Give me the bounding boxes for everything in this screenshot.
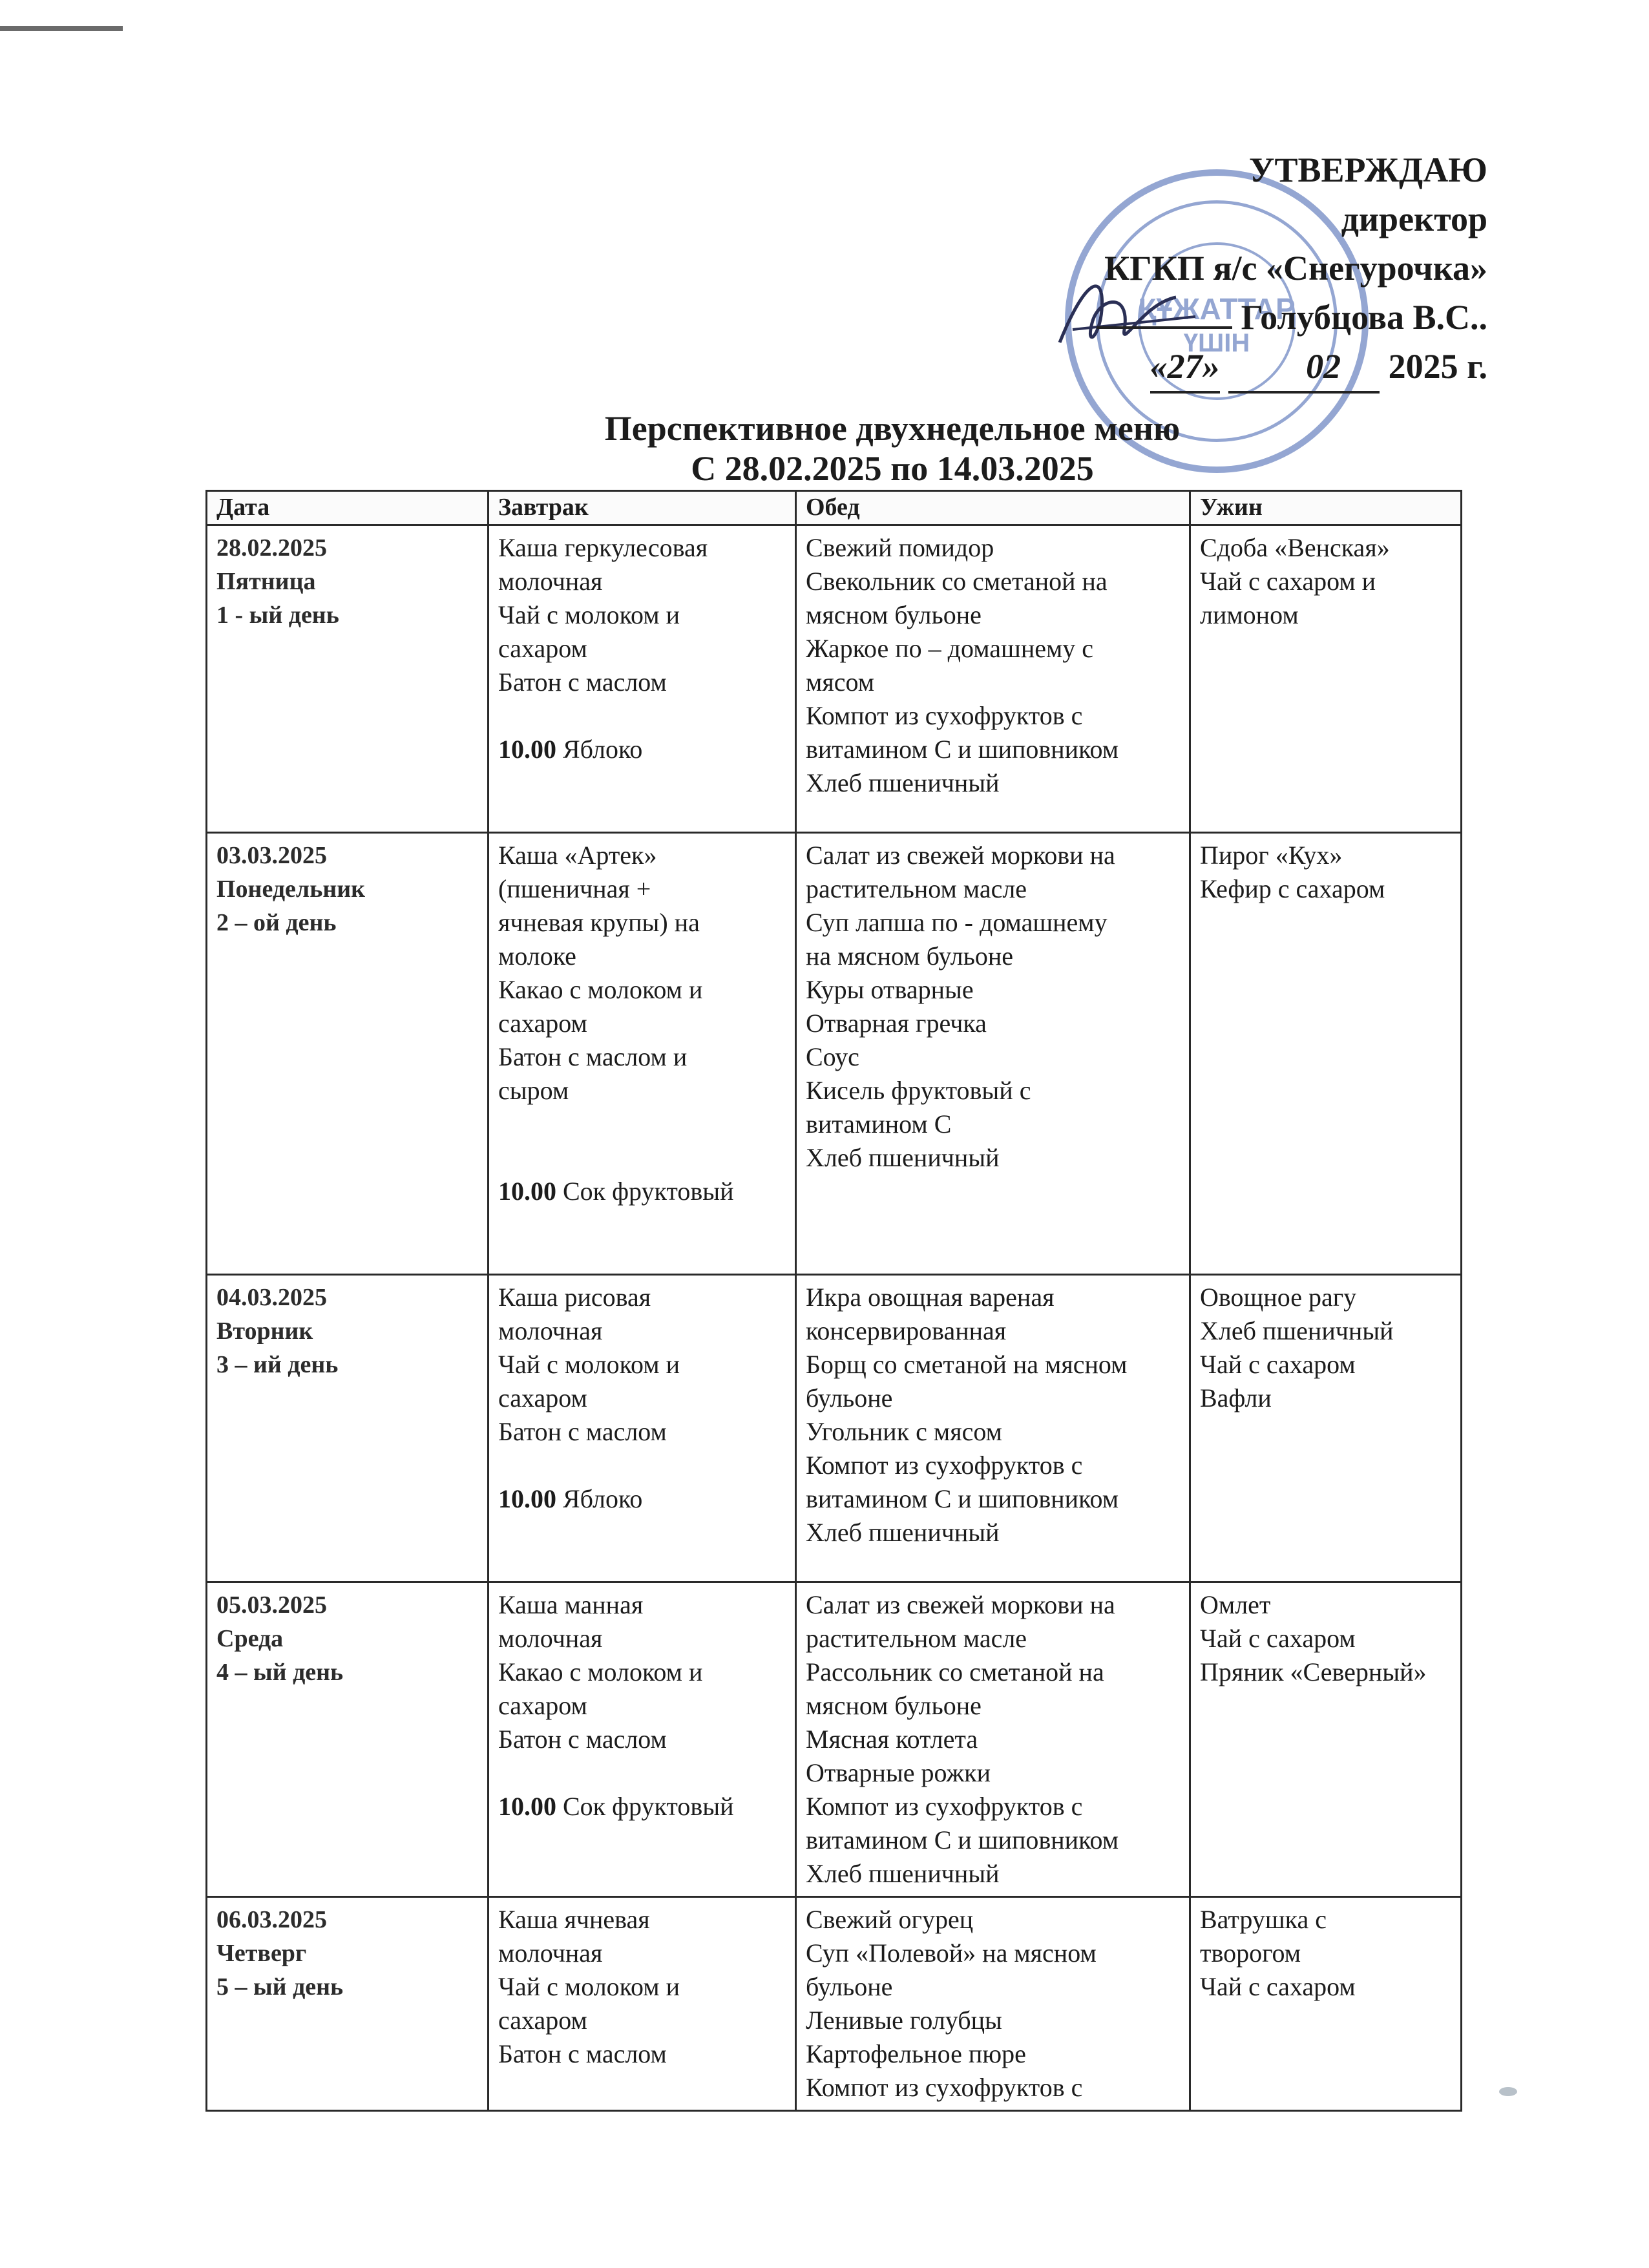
table-row (207, 1897, 1462, 2111)
breakfast-item: Батон с маслом и (498, 1042, 688, 1071)
dinner-cell (1190, 525, 1462, 833)
table-header-row (207, 491, 1462, 525)
breakfast-item: Каша ячневая (498, 1905, 650, 1934)
breakfast-item: сахаром (498, 1383, 587, 1412)
lunch-item: растительном масле (806, 1624, 1027, 1653)
breakfast-cell (488, 833, 796, 1275)
lunch-item: Ленивые голубцы (806, 2006, 1002, 2035)
snack-item: Сок фруктовый (563, 1177, 734, 1206)
dinner-item: Пирог «Кух» (1200, 841, 1343, 870)
lunch-cell (796, 525, 1190, 833)
dinner-item: Овощное рагу (1200, 1283, 1357, 1312)
breakfast-item: Какао с молоком и (498, 975, 703, 1004)
spacer (498, 699, 786, 733)
dinner-item: Чай с сахаром (1200, 1624, 1356, 1653)
breakfast-item: молочная (498, 1624, 603, 1653)
lunch-cell (796, 833, 1190, 1275)
lunch-item: Борщ со сметаной на мясном (806, 1350, 1128, 1379)
snack-line (498, 1790, 786, 1823)
table-row (207, 1275, 1462, 1582)
lunch-item: Суп лапша по - домашнему (806, 908, 1108, 937)
lunch-item: Рассольник со сметаной на (806, 1657, 1104, 1686)
dinner-cell (1190, 1275, 1462, 1582)
lunch-item: растительном масле (806, 874, 1027, 903)
table-row (207, 1582, 1462, 1897)
lunch-item: на мясном бульоне (806, 941, 1014, 971)
breakfast-item: сахаром (498, 634, 587, 663)
breakfast-item: сахаром (498, 1691, 587, 1720)
lunch-item: мясном бульоне (806, 1691, 982, 1720)
lunch-item: консервированная (806, 1316, 1007, 1345)
breakfast-item: Батон с маслом (498, 2039, 667, 2068)
approval-date (1097, 342, 1487, 394)
lunch-item: Компот из сухофруктов с (806, 701, 1083, 730)
approval-date-month: 02 (1228, 342, 1380, 394)
row-day-number: 5 – ый день (216, 1973, 344, 2000)
table-row (207, 525, 1462, 833)
approval-block (1097, 145, 1487, 394)
lunch-item: мясом (806, 667, 875, 697)
breakfast-item: Каша геркулесовая (498, 533, 708, 562)
snack-line (498, 1175, 786, 1208)
lunch-item: Суп «Полевой» на мясном (806, 1938, 1097, 1968)
date-cell (207, 1582, 488, 1897)
breakfast-item: Чай с молоком и (498, 600, 680, 629)
breakfast-item: ячневая крупы) на (498, 908, 700, 937)
row-weekday: Понедельник (216, 876, 366, 903)
snack-time: 10.00 (498, 1484, 556, 1513)
header-date: Дата (207, 491, 488, 525)
date-cell (207, 525, 488, 833)
row-date: 04.03.2025 (216, 1284, 327, 1311)
snack-item: Сок фруктовый (563, 1792, 734, 1821)
row-weekday: Четверг (216, 1940, 307, 1967)
snack-time: 10.00 (498, 735, 556, 764)
approval-position: директор (1341, 200, 1487, 238)
breakfast-item: сахаром (498, 1009, 587, 1038)
lunch-item: Картофельное пюре (806, 2039, 1026, 2068)
row-date: 03.03.2025 (216, 842, 327, 869)
lunch-item: витамином С (806, 1109, 952, 1139)
lunch-item: Компот из сухофруктов с (806, 2073, 1083, 2102)
lunch-item: бульоне (806, 1383, 893, 1412)
row-day-number: 4 – ый день (216, 1659, 344, 1686)
row-day-number: 1 - ый день (216, 602, 339, 629)
dinner-cell (1190, 1582, 1462, 1897)
dinner-cell (1190, 833, 1462, 1275)
breakfast-item: Батон с маслом (498, 1417, 667, 1446)
spacer (498, 1756, 786, 1790)
date-cell (207, 1897, 488, 2111)
snack-item: Яблоко (563, 735, 643, 764)
lunch-item: Хлеб пшеничный (806, 1143, 1000, 1172)
snack-line (498, 733, 786, 766)
snack-line (498, 1482, 786, 1516)
snack-item: Яблоко (563, 1484, 643, 1513)
approval-heading: УТВЕРЖДАЮ (1248, 151, 1487, 189)
dinner-item: Пряник «Северный» (1200, 1657, 1427, 1686)
row-weekday: Среда (216, 1625, 284, 1652)
lunch-item: Отварные рожки (806, 1758, 991, 1787)
dinner-item: Чай с сахаром и (1200, 567, 1376, 596)
row-day-number: 3 – ий день (216, 1351, 339, 1378)
approval-date-day: «27» (1150, 342, 1220, 394)
spacer (498, 1108, 786, 1141)
lunch-item: Свежий помидор (806, 533, 994, 562)
breakfast-item: молоке (498, 941, 576, 971)
dinner-item: Омлет (1200, 1590, 1271, 1619)
svg-text:ҮШІН: ҮШІН (1183, 329, 1250, 357)
lunch-item: Салат из свежей моркови на (806, 841, 1115, 870)
approval-organization: КГКП я/с «Снегурочка» (1104, 249, 1487, 288)
breakfast-cell (488, 1582, 796, 1897)
lunch-item: витамином С и шиповником (806, 1484, 1119, 1513)
approval-signatory: Голубцова В.С.. (1241, 298, 1487, 337)
lunch-item: Кисель фруктовый с (806, 1076, 1031, 1105)
snack-time: 10.00 (498, 1177, 556, 1206)
breakfast-item: Каша «Артек» (498, 841, 657, 870)
title-line-1: Перспективное двухнедельное меню (604, 409, 1181, 448)
breakfast-item: сыром (498, 1076, 569, 1105)
dinner-cell (1190, 1897, 1462, 2111)
scan-edge-mark (0, 26, 123, 31)
lunch-item: Компот из сухофруктов с (806, 1792, 1083, 1821)
lunch-cell (796, 1275, 1190, 1582)
lunch-item: Жаркое по – домашнему с (806, 634, 1094, 663)
dinner-item: Кефир с сахаром (1200, 874, 1385, 903)
menu-table (205, 490, 1462, 2112)
breakfast-item: Какао с молоком и (498, 1657, 703, 1686)
row-day-number: 2 – ой день (216, 909, 337, 936)
title-line-2: С 28.02.2025 по 14.03.2025 (691, 449, 1094, 488)
snack-time: 10.00 (498, 1792, 556, 1821)
lunch-item: Компот из сухофруктов с (806, 1451, 1083, 1480)
lunch-item: Хлеб пшеничный (806, 768, 1000, 797)
breakfast-item: Каша рисовая (498, 1283, 651, 1312)
lunch-item: Отварная гречка (806, 1009, 987, 1038)
lunch-item: Икра овощная вареная (806, 1283, 1055, 1312)
breakfast-item: Батон с маслом (498, 667, 667, 697)
breakfast-item: Батон с маслом (498, 1725, 667, 1754)
breakfast-cell (488, 525, 796, 833)
row-date: 06.03.2025 (216, 1906, 327, 1933)
lunch-item: Хлеб пшеничный (806, 1518, 1000, 1547)
spacer (498, 1141, 786, 1175)
spacer (498, 1449, 786, 1482)
lunch-item: Хлеб пшеничный (806, 1859, 1000, 1888)
lunch-item: Свежий огурец (806, 1905, 974, 1934)
dinner-item: лимоном (1200, 600, 1299, 629)
dinner-item: творогом (1200, 1938, 1301, 1968)
lunch-item: Соус (806, 1042, 859, 1071)
lunch-item: бульоне (806, 1972, 893, 2001)
breakfast-item: Каша манная (498, 1590, 644, 1619)
breakfast-item: Чай с молоком и (498, 1350, 680, 1379)
lunch-item: витамином С и шиповником (806, 1825, 1119, 1854)
lunch-item: Свекольник со сметаной на (806, 567, 1108, 596)
lunch-item: Мясная котлета (806, 1725, 978, 1754)
date-cell (207, 833, 488, 1275)
dinner-item: Ватрушка с (1200, 1905, 1327, 1934)
approval-signatory-line (1097, 293, 1487, 342)
breakfast-item: (пшеничная + (498, 874, 651, 903)
lunch-item: Куры отварные (806, 975, 974, 1004)
lunch-item: Угольник с мясом (806, 1417, 1002, 1446)
row-date: 05.03.2025 (216, 1591, 327, 1619)
signature-blank (1097, 326, 1232, 329)
lunch-cell (796, 1897, 1190, 2111)
lunch-cell (796, 1582, 1190, 1897)
lunch-item: мясном бульоне (806, 600, 982, 629)
breakfast-item: сахаром (498, 2006, 587, 2035)
dinner-item: Хлеб пшеничный (1200, 1316, 1394, 1345)
breakfast-item: молочная (498, 1938, 603, 1968)
breakfast-cell (488, 1897, 796, 2111)
row-weekday: Пятница (216, 568, 316, 595)
lunch-item: Салат из свежей моркови на (806, 1590, 1115, 1619)
menu-table-body (207, 525, 1462, 2111)
dinner-item: Чай с сахаром (1200, 1972, 1356, 2001)
breakfast-cell (488, 1275, 796, 1582)
lunch-item: витамином С и шиповником (806, 735, 1119, 764)
svg-text:ҚҰЖАТТАР: ҚҰЖАТТАР (1138, 292, 1296, 326)
header-lunch: Обед (796, 491, 1190, 525)
breakfast-item: молочная (498, 1316, 603, 1345)
header-dinner: Ужин (1190, 491, 1462, 525)
document-title (0, 408, 1649, 488)
header-breakfast: Завтрак (488, 491, 796, 525)
row-date: 28.02.2025 (216, 534, 327, 562)
dinner-item: Чай с сахаром (1200, 1350, 1356, 1379)
date-cell (207, 1275, 488, 1582)
breakfast-item: молочная (498, 567, 603, 596)
dinner-item: Вафли (1200, 1383, 1272, 1412)
row-weekday: Вторник (216, 1318, 313, 1345)
approval-date-year: 2025 г. (1388, 347, 1487, 386)
breakfast-item: Чай с молоком и (498, 1972, 680, 2001)
scan-speck (1499, 2087, 1517, 2096)
table-row (207, 833, 1462, 1275)
dinner-item: Сдоба «Венская» (1200, 533, 1390, 562)
